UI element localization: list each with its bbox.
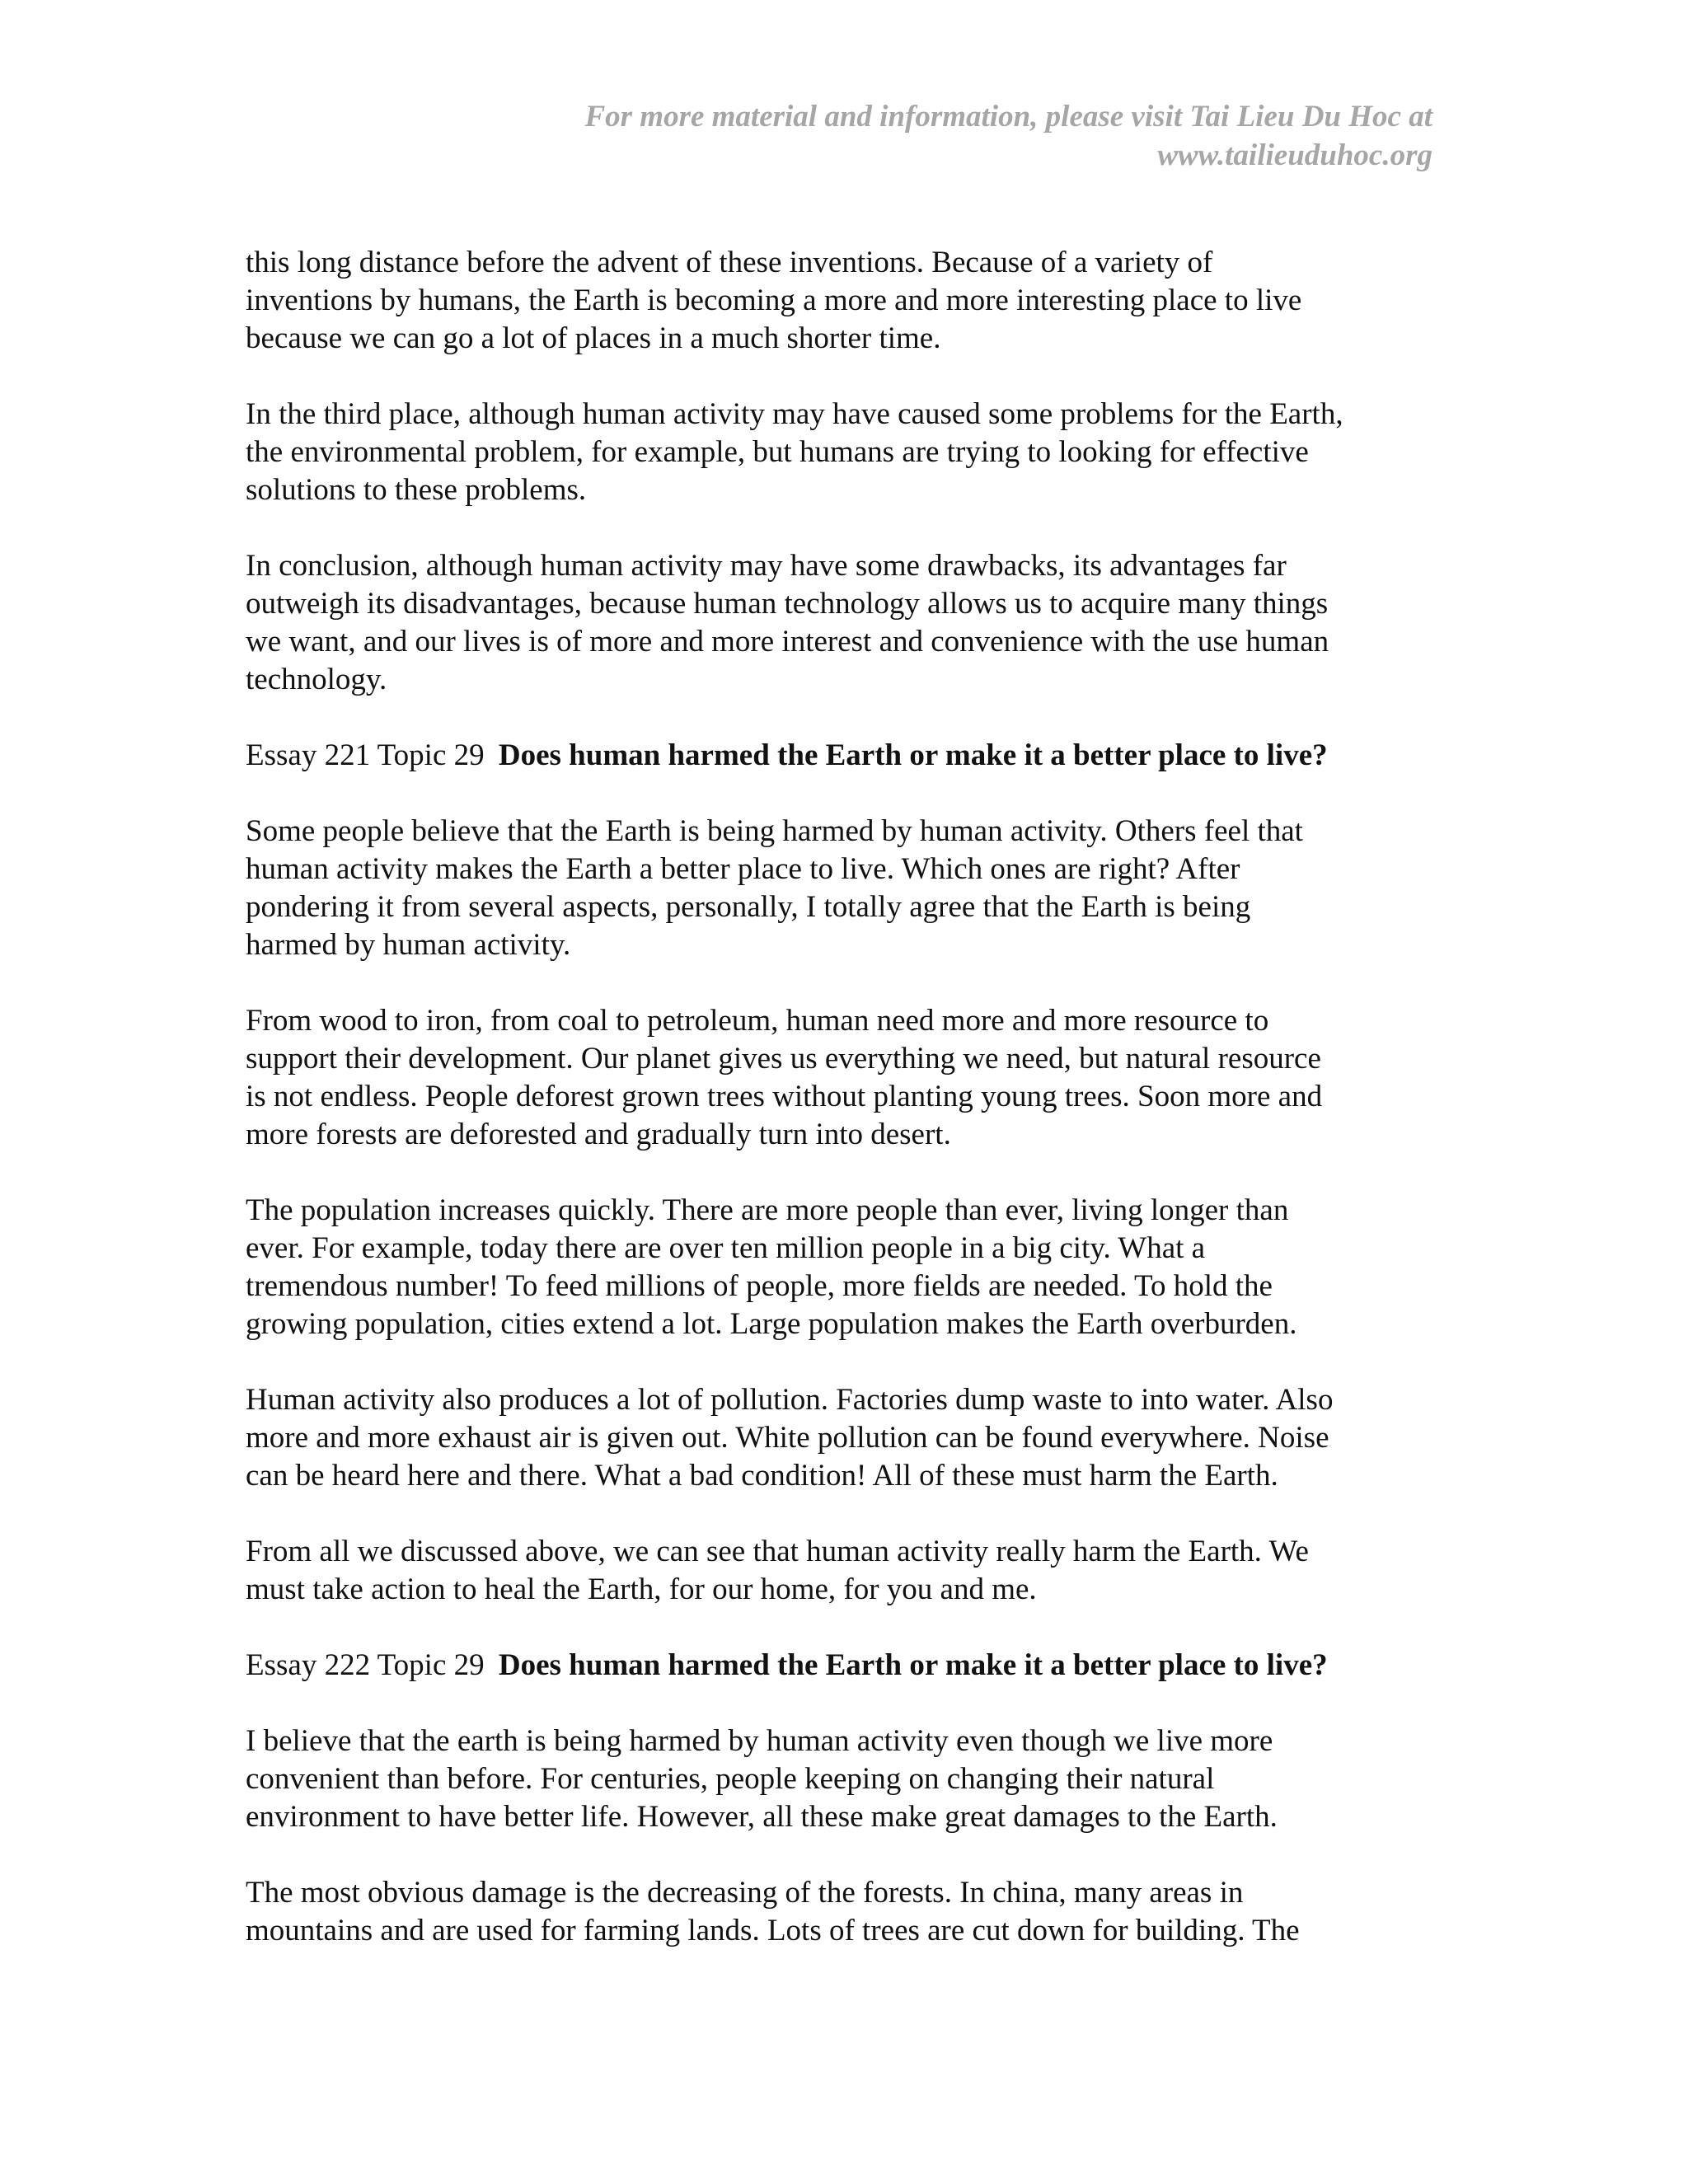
text-line: tremendous number! To feed millions of people, more fields are needed. To hold the (246, 1269, 1273, 1303)
paragraph (246, 1002, 1441, 1154)
paragraph (246, 1192, 1441, 1343)
paragraph (246, 1874, 1441, 1950)
text-line: we want, and our lives is of more and more interest and convenience with the use human (246, 625, 1329, 658)
paragraph (246, 1722, 1441, 1836)
document-body (246, 244, 1441, 1988)
essay-question: Does human harmed the Earth or make it a better place to live? (498, 738, 1328, 772)
text-line: Human activity also produces a lot of pollution. Factories dump waste to into water. Also (246, 1383, 1334, 1417)
essay-222-heading (246, 1647, 1441, 1685)
essay-label: Essay 222 Topic 29 (246, 1648, 485, 1682)
text-line: this long distance before the advent of these inventions. Because of a variety of (246, 246, 1213, 279)
text-line: harmed by human activity. (246, 928, 571, 962)
text-line: is not endless. People deforest grown trees without planting young trees. Soon more and (246, 1080, 1323, 1113)
essay-221-heading (246, 737, 1441, 775)
text-line: can be heard here and there. What a bad condition! All of these must harm the Earth. (246, 1459, 1278, 1493)
header-line-1: For more material and information, please visit Tai Lieu Du Hoc at (584, 100, 1432, 134)
text-line: From all we discussed above, we can see that human activity really harm the Earth. We (246, 1535, 1309, 1568)
text-line: technology. (246, 663, 387, 696)
text-line: In conclusion, although human activity may have some drawbacks, its advantages far (246, 549, 1287, 583)
paragraph (246, 1381, 1441, 1495)
essay-question: Does human harmed the Earth or make it a better place to live? (498, 1648, 1328, 1682)
text-line: convenient than before. For centuries, people keeping on changing their natural (246, 1762, 1215, 1796)
paragraph (246, 813, 1441, 964)
paragraph (246, 244, 1441, 358)
text-line: growing population, cities extend a lot. Large population makes the Earth overburden. (246, 1307, 1297, 1341)
text-line: I believe that the earth is being harmed by human activity even though we live more (246, 1724, 1273, 1758)
text-line: the environmental problem, for example, but humans are trying to looking for effective (246, 435, 1309, 469)
paragraph (246, 396, 1441, 509)
paragraph (246, 1533, 1441, 1609)
text-line: outweigh its disadvantages, because human technology allows us to acquire many things (246, 587, 1329, 621)
page-header (584, 97, 1432, 175)
text-line: pondering it from several aspects, personally, I totally agree that the Earth is being (246, 890, 1251, 924)
text-line: because we can go a lot of places in a much shorter time. (246, 321, 941, 355)
text-line: From wood to iron, from coal to petroleum, human need more and more resource to (246, 1004, 1269, 1038)
text-line: human activity makes the Earth a better place to live. Which ones are right? After (246, 852, 1240, 886)
text-line: The most obvious damage is the decreasing of the forests. In china, many areas in (246, 1876, 1244, 1910)
essay-label: Essay 221 Topic 29 (246, 738, 485, 772)
text-line: The population increases quickly. There are more people than ever, living longer than (246, 1193, 1289, 1227)
text-line: more forests are deforested and gradually turn into desert. (246, 1118, 951, 1151)
text-line: solutions to these problems. (246, 473, 587, 507)
text-line: inventions by humans, the Earth is becoming a more and more interesting place to live (246, 284, 1302, 317)
text-line: must take action to heal the Earth, for our home, for you and me. (246, 1572, 1037, 1606)
text-line: more and more exhaust air is given out. White pollution can be found everywhere. Noise (246, 1421, 1329, 1455)
text-line: mountains and are used for farming lands. Lots of trees are cut down for building. The (246, 1914, 1300, 1947)
paragraph (246, 547, 1441, 699)
header-line-2: www.tailieuduhoc.org (1157, 138, 1432, 172)
text-line: ever. For example, today there are over ten million people in a big city. What a (246, 1231, 1206, 1265)
text-line: In the third place, although human activity may have caused some problems for the Earth, (246, 397, 1343, 431)
text-line: support their development. Our planet gives us everything we need, but natural resource (246, 1042, 1321, 1076)
text-line: Some people believe that the Earth is being harmed by human activity. Others feel that (246, 814, 1303, 848)
text-line: environment to have better life. However, all these make great damages to the Earth. (246, 1800, 1278, 1834)
